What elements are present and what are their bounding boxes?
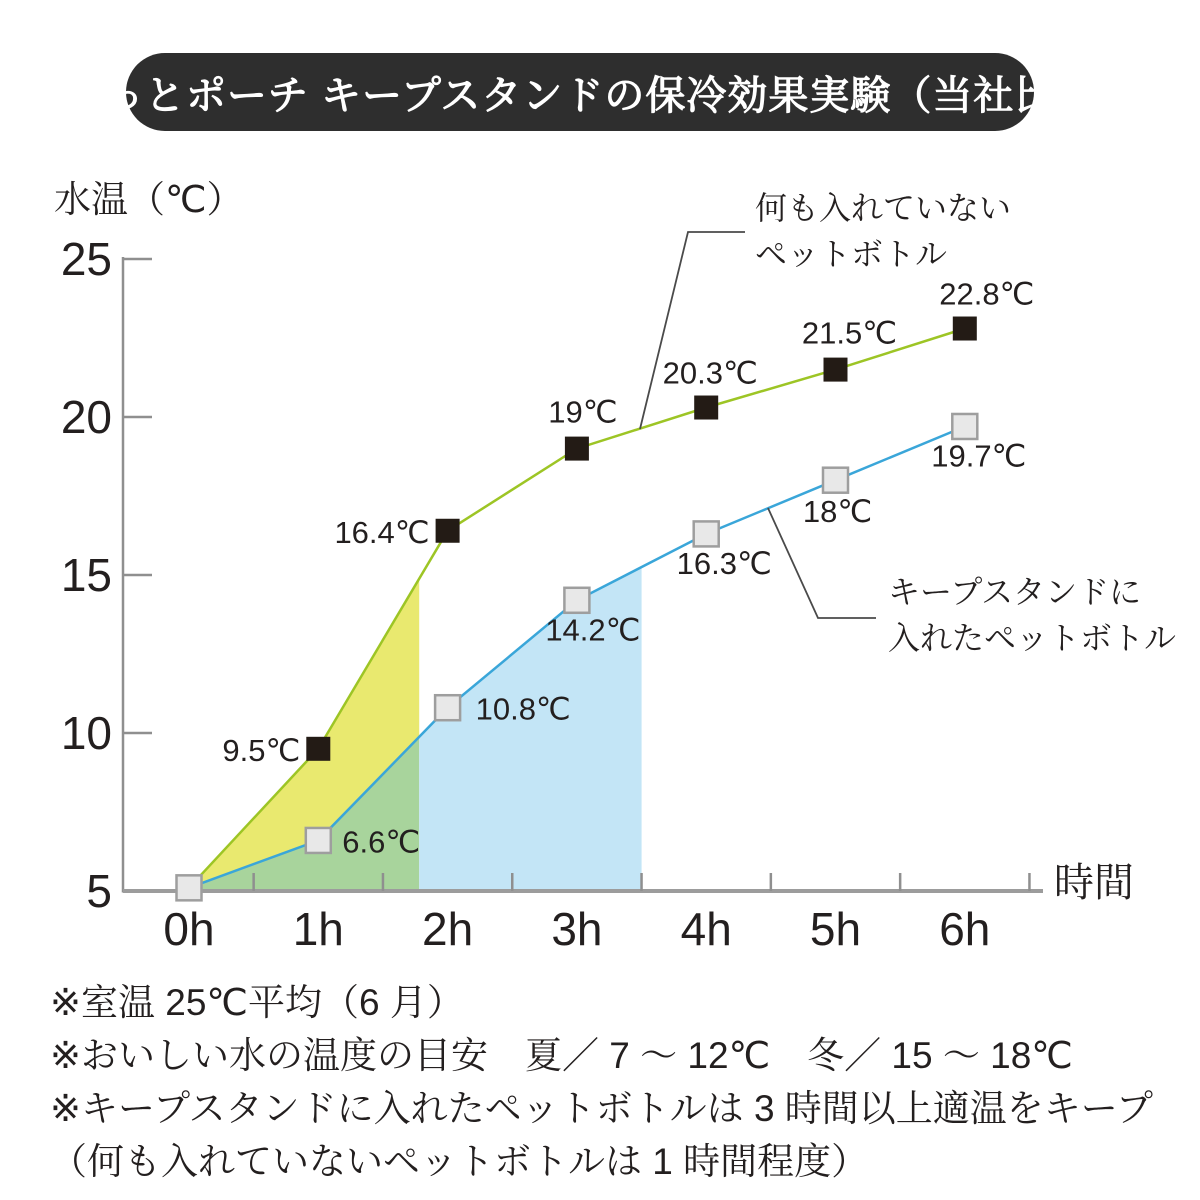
y-tick-label-10: 10 — [60, 707, 112, 759]
point-label-keep-stand-bottle-4h: 16.3℃ — [676, 545, 772, 581]
x-axis-labels — [163, 903, 990, 955]
y-axis-labels — [61, 233, 112, 917]
y-tick-label-15: 15 — [60, 549, 112, 601]
callout-bare-bottle-text-line1: 何も入れていない — [755, 190, 1012, 226]
point-label-bare-bottle-3h: 19℃ — [548, 394, 618, 430]
point-label-keep-stand-bottle-6h: 19.7℃ — [931, 438, 1027, 474]
marker-keep-stand-bottle-3h — [564, 588, 589, 613]
point-label-bare-bottle-6h: 22.8℃ — [939, 276, 1035, 312]
point-label-bare-bottle-2h: 16.4℃ — [334, 514, 430, 550]
point-label-bare-bottle-5h: 21.5℃ — [801, 315, 898, 351]
footnote-bare-duration: （何も入れていないペットボトルは 1 時間程度） — [50, 1141, 869, 1182]
x-tick-label-0h: 0h — [163, 903, 215, 955]
footnote-room-temp: ※室温 25℃平均（6 月） — [50, 982, 464, 1023]
marker-keep-stand-bottle-1h — [306, 828, 331, 853]
marker-keep-stand-bottle-6h — [952, 414, 977, 439]
y-axis-title: 水温（℃） — [54, 179, 244, 220]
y-tick-label-25: 25 — [60, 233, 112, 285]
x-tick-label-2h: 2h — [422, 903, 474, 955]
marker-keep-stand-bottle-5h — [823, 468, 848, 493]
y-tick-label-5: 5 — [86, 865, 112, 917]
point-label-keep-stand-bottle-5h: 18℃ — [802, 494, 873, 530]
x-tick-label-1h: 1h — [292, 903, 344, 955]
x-axis-title: 時間 — [1054, 861, 1134, 905]
callout-keep-stand-text-line1: キープスタンドに — [888, 574, 1142, 610]
marker-keep-stand-bottle-2h — [435, 695, 460, 720]
marker-bare-bottle-6h — [953, 317, 977, 341]
callout-keep-stand — [768, 508, 1176, 656]
footnote-tasty-water-range: ※おいしい水の温度の目安 夏／ 7 ～ 12℃ 冬／ 15 ～ 18℃ — [50, 1035, 1073, 1076]
marker-bare-bottle-1h — [306, 737, 330, 761]
x-tick-label-3h: 3h — [551, 903, 603, 955]
marker-bare-bottle-4h — [694, 396, 718, 420]
point-label-bare-bottle-4h: 20.3℃ — [662, 355, 758, 391]
marker-bare-bottle-3h — [565, 437, 589, 461]
point-label-keep-stand-bottle-2h: 10.8℃ — [475, 691, 571, 727]
x-tick-label-4h: 4h — [680, 903, 732, 955]
y-axis-ticks — [123, 259, 152, 733]
point-label-bare-bottle-1h: 9.5℃ — [222, 732, 301, 768]
y-tick-label-20: 20 — [60, 391, 112, 443]
callout-bare-bottle-text-line2: ペットボトル — [755, 236, 948, 272]
point-label-keep-stand-bottle-1h: 6.6℃ — [342, 824, 421, 860]
x-tick-label-5h: 5h — [809, 903, 862, 955]
marker-keep-stand-bottle-0h — [177, 875, 202, 900]
callout-keep-stand-text-line2: 入れたペットボトル — [888, 620, 1177, 656]
x-tick-label-6h: 6h — [939, 903, 991, 955]
chart-title: どっとポーチ キープスタンドの保冷効果実験（当社比） — [63, 73, 1097, 118]
point-label-keep-stand-bottle-3h: 14.2℃ — [545, 612, 641, 648]
footnotes — [50, 976, 1153, 1188]
marker-bare-bottle-2h — [436, 519, 460, 543]
marker-bare-bottle-5h — [824, 358, 848, 382]
marker-keep-stand-bottle-4h — [694, 521, 719, 546]
footnote-keepstand-duration: ※キープスタンドに入れたペットボトルは 3 時間以上適温をキープ — [50, 1088, 1153, 1129]
